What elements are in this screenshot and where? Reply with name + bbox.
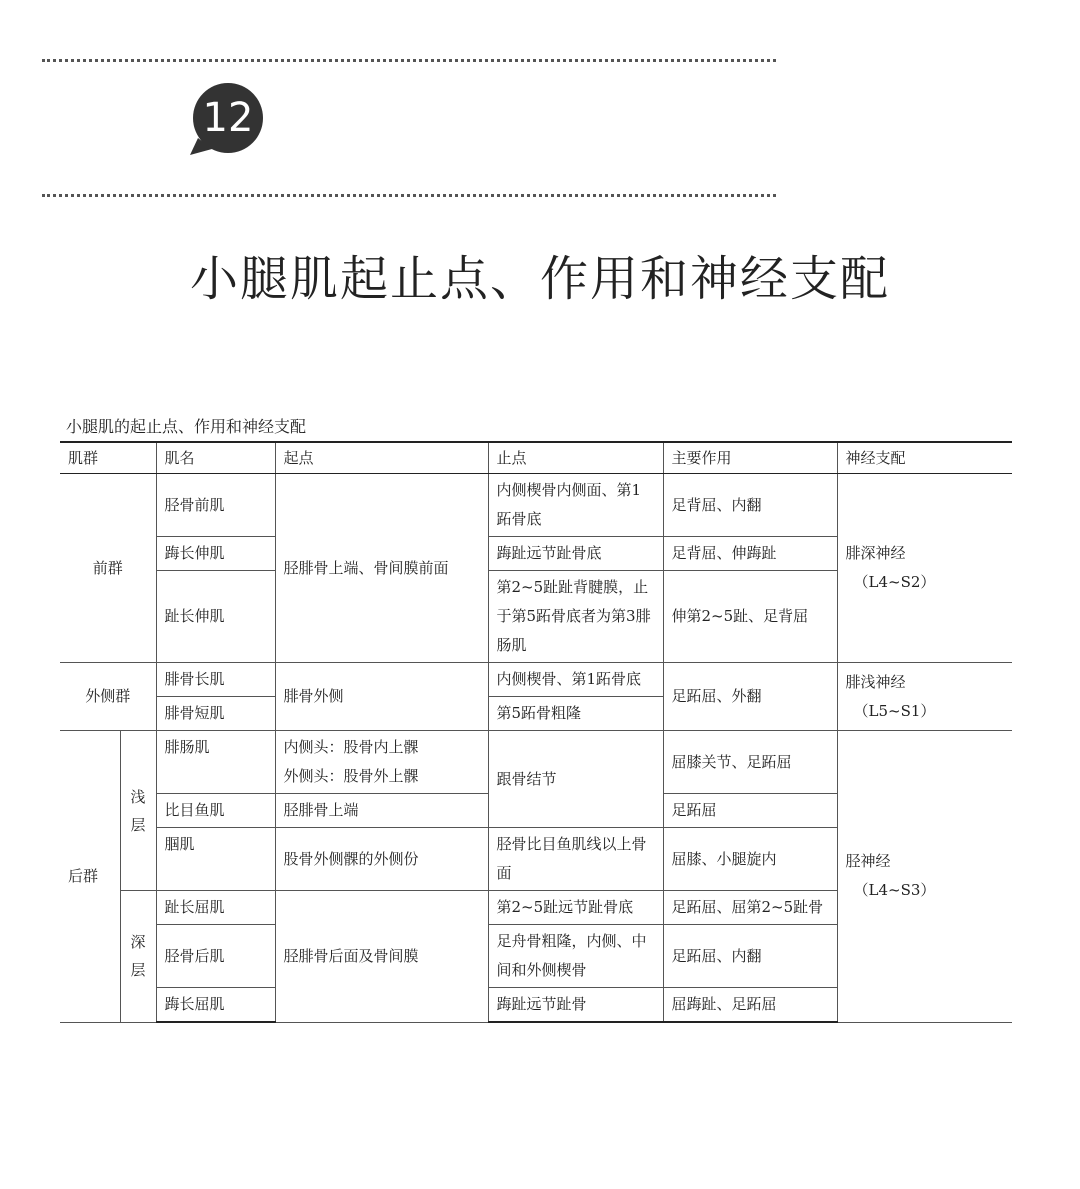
header-muscle-group: 肌群 xyxy=(60,442,156,474)
header-muscle-name: 肌名 xyxy=(156,442,275,474)
table-row xyxy=(60,663,1012,697)
action-cell: 足背屈、伸踇趾 xyxy=(663,537,837,571)
action-cell: 屈踇趾、足跖屈 xyxy=(663,988,837,1023)
group-cell-posterior: 后群 xyxy=(60,731,120,1023)
nerve-cell xyxy=(837,731,1012,1023)
origin-cell xyxy=(275,731,488,794)
table-header-row xyxy=(60,442,1012,474)
muscle-name: 踇长伸肌 xyxy=(156,537,275,571)
insertion-cell: 第5跖骨粗隆 xyxy=(488,697,663,731)
section-number: 12 xyxy=(202,95,254,141)
insertion-cell: 踇趾远节趾骨 xyxy=(488,988,663,1023)
layer-cell-deep: 深层 xyxy=(120,891,156,1023)
action-cell: 足跖屈、内翻 xyxy=(663,925,837,988)
insertion-cell: 跟骨结节 xyxy=(488,731,663,828)
muscle-name: 比目鱼肌 xyxy=(156,794,275,828)
nerve-roots: （L4~S3） xyxy=(853,881,936,900)
top-dotted-divider xyxy=(42,59,776,62)
action-cell: 屈膝、小腿旋内 xyxy=(663,828,837,891)
muscle-name: 踇长屈肌 xyxy=(156,988,275,1023)
action-cell: 足跖屈 xyxy=(663,794,837,828)
insertion-cell: 第2~5趾趾背腱膜，止于第5跖骨底者为第3腓肠肌 xyxy=(488,571,663,663)
insertion-cell: 胫骨比目鱼肌线以上骨面 xyxy=(488,828,663,891)
page-title: 小腿肌起止点、作用和神经支配 xyxy=(189,251,890,307)
origin-cell: 股骨外侧髁的外侧份 xyxy=(275,828,488,891)
muscle-name: 腓骨长肌 xyxy=(156,663,275,697)
action-cell: 伸第2~5趾、足背屈 xyxy=(663,571,837,663)
insertion-cell: 内侧楔骨、第1跖骨底 xyxy=(488,663,663,697)
muscle-table xyxy=(60,441,1012,1023)
section-number-badge xyxy=(190,80,266,156)
origin-cell: 胫腓骨后面及骨间膜 xyxy=(275,891,488,1023)
header-action: 主要作用 xyxy=(663,442,837,474)
table-row xyxy=(60,474,1012,537)
insertion-cell: 内侧楔骨内侧面、第1跖骨底 xyxy=(488,474,663,537)
action-cell: 足背屈、内翻 xyxy=(663,474,837,537)
group-cell-lateral: 外侧群 xyxy=(60,663,156,731)
header-origin: 起点 xyxy=(275,442,488,474)
muscle-name: 腘肌 xyxy=(156,828,275,891)
insertion-cell: 足舟骨粗隆，内侧、中间和外侧楔骨 xyxy=(488,925,663,988)
header-insertion: 止点 xyxy=(488,442,663,474)
group-cell-anterior: 前群 xyxy=(60,474,156,663)
origin-cell: 胫腓骨上端、骨间膜前面 xyxy=(275,474,488,663)
muscle-name: 胫骨后肌 xyxy=(156,925,275,988)
table-caption: 小腿肌的起止点、作用和神经支配 xyxy=(66,417,307,436)
muscle-name: 胫骨前肌 xyxy=(156,474,275,537)
header-nerve: 神经支配 xyxy=(837,442,1012,474)
muscle-name: 腓骨短肌 xyxy=(156,697,275,731)
origin-cell: 胫腓骨上端 xyxy=(275,794,488,828)
nerve-cell xyxy=(837,474,1012,663)
muscle-name: 腓肠肌 xyxy=(156,731,275,794)
muscle-name: 趾长屈肌 xyxy=(156,891,275,925)
nerve-roots: （L4~S2） xyxy=(853,573,936,591)
nerve-name: 腓浅神经 xyxy=(845,672,906,691)
origin-line: 外侧头：股骨外上髁 xyxy=(283,767,419,785)
nerve-roots: （L5~S1） xyxy=(853,701,936,720)
action-cell: 足跖屈、外翻 xyxy=(663,663,837,731)
nerve-cell xyxy=(837,663,1012,731)
insertion-cell: 第2~5趾远节趾骨底 xyxy=(488,891,663,925)
muscle-name: 趾长伸肌 xyxy=(156,571,275,663)
origin-cell: 腓骨外侧 xyxy=(275,663,488,731)
bottom-dotted-divider xyxy=(42,194,776,197)
action-cell: 屈膝关节、足跖屈 xyxy=(663,731,837,794)
insertion-cell: 踇趾远节趾骨底 xyxy=(488,537,663,571)
action-cell: 足跖屈、屈第2~5趾骨 xyxy=(663,891,837,925)
table-row xyxy=(60,731,1012,794)
nerve-name: 腓深神经 xyxy=(845,544,906,562)
layer-cell-superficial: 浅层 xyxy=(120,731,156,891)
nerve-name: 胫神经 xyxy=(845,852,891,871)
origin-line: 内侧头：股骨内上髁 xyxy=(283,738,419,756)
